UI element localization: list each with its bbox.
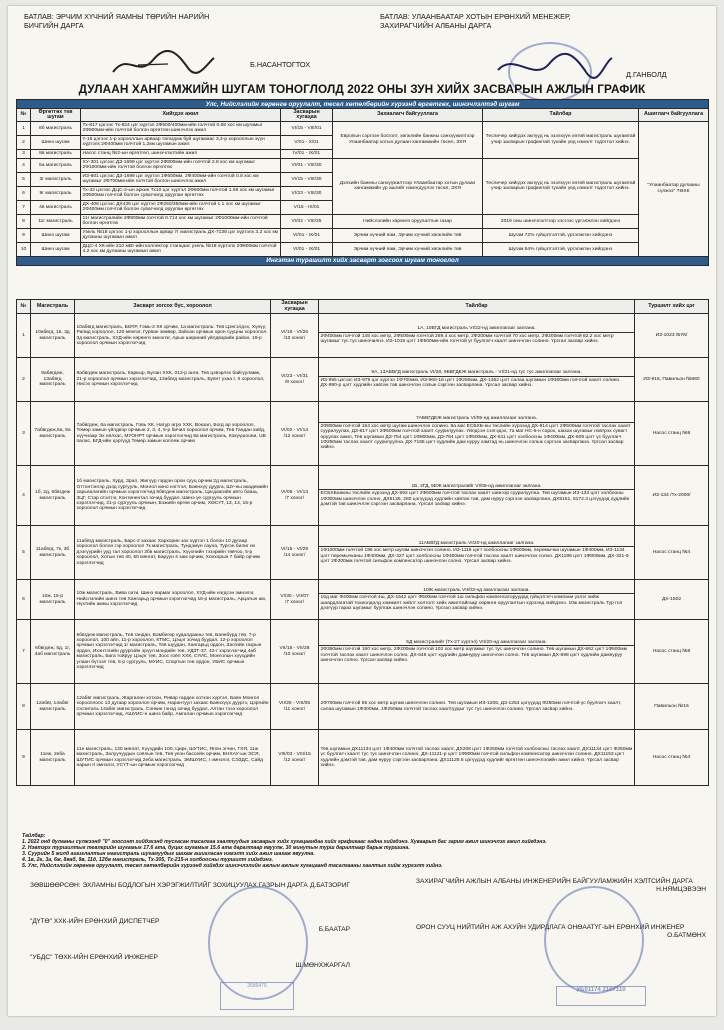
footnote-item: 1. 2022 онд дулааны сүлжээнд "0" зоосонт хийдэхэнд тусгасан тасалгаа хаалтуудыг засварыг хийх хугацаандаа хийх графикаас гадна хийгдэнэ. Хуваарьт бас зарим ажил шинэчлэх ажил хийгдэнэ. (22, 838, 547, 845)
t2-no: 2 (17, 358, 31, 402)
t1-header-no: № (17, 109, 31, 122)
t2-header-note: Тайлбар (319, 300, 635, 314)
t2-line: 10ж, 15-р магистраль (31, 580, 75, 620)
t2-no: 3 (17, 402, 31, 466)
t2-period-range: VI/30 - VII/07 (280, 594, 309, 600)
t2-note-head: 10Ж магистраль VII/03-нд ажиллагааг залгана. (319, 588, 634, 594)
round-stamp-bottom-right (544, 886, 644, 994)
t2-note-head: 7АБВГДЕЖ магистраль VI/05-нд ажиллагааг залгана. (319, 416, 634, 422)
housing-title: ОРОН СУУЦ НИЙТИЙН АЖ АХУЙН УДИРДЛАГА ОНӨААТҮГ-ЫН ЕРӨНХИЙ ИНЖЕНЕР (416, 924, 685, 931)
t2-period (271, 580, 319, 620)
table2-band: Ингэтэн турашилт хийх засварт зогсоох шугам тоноглол (17, 256, 709, 265)
t2-header-period: Засварын хугацаа (271, 300, 319, 314)
t1-work: ИЗ-601 цэгээс ДЗ-1699 цэг хүртэл 1Ф600мм, 2Ф400мм-ийн голчтой 0.8 хос км шугамыг 2Ф700мм-ийн голчтой болгон шинэчлэх ажил (81, 172, 281, 186)
t1-header-note: Тайлбар (483, 109, 639, 122)
t2-period-days: /12 хоног/ (283, 433, 306, 439)
t2-point: Насос станц №4 (635, 730, 709, 786)
t1-no: 5 (17, 172, 31, 186)
approval-left-line2: БИЧГИЙН ДАРГА (24, 21, 84, 30)
t2-note-head: 5Д магистралийг (Тх-27 хүртэл) VII/20-нд ажиллагааг залгана. (319, 640, 634, 646)
t2-period-range: VII/25 - VIII/05 (278, 701, 311, 707)
t2-period-range: VII/18 - VII/28 (279, 646, 310, 652)
t2-period (271, 620, 319, 684)
t1-work: Насос станц №2-ын өргөтгөл, шинэчлэлтийн ажил (81, 149, 281, 158)
t2-point: Павильон №16 (635, 684, 709, 730)
footnote-item: 3. Суурийн 5 жилд ашиглалтын магистраль шугамуудыг шахаж ашигласан нэмэлт хийх ажил шахаж явуулна. (22, 850, 315, 857)
t1-period: VI/15 - VIII/01 (281, 121, 333, 135)
approval-right (380, 12, 710, 79)
t1-header-work: Хийгдэх ажил (81, 109, 281, 122)
t2-no: 1 (17, 314, 31, 358)
stamp-code: УБ01174 2107110 (576, 987, 626, 993)
t2-period-range: VI/08 - VI/13 (280, 490, 309, 496)
t2-period-range: VIII/03 - VIII/15 (278, 752, 311, 758)
t2-point: ИЗ-134 /Тх-2000/ (635, 466, 709, 526)
table-row (17, 214, 709, 228)
t2-no: 5 (17, 526, 31, 580)
t2-area: 12абвг магистраль, Жаргалан хотхон, Ривар гарден хотхон хүртэл, Баян Монгол хорооллоос 13 дугаар хороолол орчим, Нарантуул захаас Баянхүүх дуургэ, Цэргийн госпиталь 14абвг магистраль, Сонкин гэнэд зочид буудал, Алтан тэээ хороолол орчмын хэрэглэгчид, АШУИС-н шинэ байр, Амгалан орчмын хэрэглэгчид (75, 684, 271, 730)
t2-note (319, 314, 635, 358)
t2-point: Насос станц №8 (635, 620, 709, 684)
t1-no: 2 (17, 135, 31, 149)
footnote-item: 5. Улс, Нийслэлийн хөрөнгө оруулалт, төсөл хөтөлбөрийн хүрээнд хийгдэх шинэчлэлийн ажлын ажлын хугацаанд тасалгааны хаалтыг хийж хүргэлт хийнэ. (22, 862, 443, 869)
t2-line: 10абвгд, 1в, 3д магистраль (31, 314, 75, 358)
t2-note-body: ЕСБХБанкны төслийн хүрээнд ДХ-592 цэгт 2Ф600мм голчтой таслах хаалт шинээр суурилуулна. Тев шугамын ИЗ-133 цэгт холбооны 1Ф300мм шинэчлэн солно, ДХ5136, 280 цэгүүдэд худлийн хавтан тав, дам нуруу сэргээн засварлана. ДХ5151, 5172.3 цэгүүдэд худлийн дэмтэй тав шинэчлэн сэргээн засварлана. Үргсал засвар хийнэ. (320, 491, 630, 507)
t2-note-head: 11АБВГД магистраль VI/20-нд ажиллагааг залгана. (319, 541, 634, 547)
ubds-name: Ш.МӨНХЖАРГАЛ (295, 962, 350, 970)
t2-note-head: 1Б, 2ГД, 5ЕЖ магистралийг VI/08-нд ажиллагааг залгана. (319, 484, 634, 490)
t1-line: Шинэ шугам (31, 242, 81, 256)
t1-client: Дэлхийн банкны санхүүжилтээр Улаанбаатар хотын дулаан хангамжийн ур ашгийг нэмэгдүүлэх төсөл, ЗХЯ (333, 158, 483, 214)
t2-note-head: 1А, 10ВГД магистраль VI/22-нд ажиллагааг залгана. (319, 326, 634, 332)
t2-area: 11е магистраль, 120 мянгат, Хүүхдийн 100, Цирк, ШУТИС, Япон эгчин, ГХЯ, 11ж магистраль, Залуучуудын соёлын тев, Тев уеэн бассейн орчим, БНХАУ-ын ЭСЯ, ШУТИС орчмын хэрэглэгчид 2еба магистраль, ЭМШУИС, I эмнэлэг, СЭЗДС, Сайд нарын II эмнэлэг, УСҮТ-ын орчмын хэрэглэгчид (75, 730, 271, 786)
t2-period-days: /10 хоног/ (283, 651, 306, 657)
t2-note (319, 466, 635, 526)
t2-note-head: 9А, 13АБВГД магистраль VI/28, 9БВГДЕЖ магистраль - VI/31-нд тус тус ажиллагааг залгана. (319, 370, 634, 376)
t1-period: V/15 - IX/01 (281, 200, 333, 214)
table-row (17, 620, 709, 684)
t1-line: 11г магистраль (31, 214, 81, 228)
document-page (8, 6, 716, 1016)
t1-period: VI/01 - IX/01 (281, 228, 333, 242)
t2-period-range: VI/16 - VI/26 (280, 330, 309, 336)
t2-point: ДХ-1502 (635, 580, 709, 620)
t2-area: 6бвгдеж магистраль, Тев гандан, Бомбегөр худалдааны тев, Баянбүрд тев, 7-р хороолол, 100 айл, 11-р хороолол, КТМС, Цэцэг зочид буудал, 12-р хороолол орчмын хэрэглэгчид 1г магистраль, Тев шуудан, Хангарьд ордон, Засгийн газрын ордон, Ихэнтэгийн дуургийн эрүүл мэндийн тев, УДЗТ-37, 42-г хэрэглэгчид 4аб магистраль, Бага тойруу Цэцэг тев, Зоос гоёл ХХК, СҮИС, Монголын хүүхдийн улаан бүтээл тев, 5-р сургууль, МУИС, Спортын тев ордон, УБИС орчмын хэрэглэгчид (75, 620, 271, 684)
table-row (17, 314, 709, 358)
t2-period-days: /8 хоног/ (284, 379, 305, 385)
t2-line: 6бвгдеж, 5д, 1г, 4аб магистраль (31, 620, 75, 684)
rect-stamp-left (220, 982, 294, 1010)
t1-header-operator: Ашиглагч байгууллага (639, 109, 709, 122)
engineer-name: Н.НЯМЦЭВЭЭН (656, 886, 706, 894)
table-row (17, 684, 709, 730)
t1-no: 4 (17, 158, 31, 172)
t1-work: ДХ-408 цэгээс ДХ435 цэг хүртэл 2Ф250/350мм-ийн голчтой 1.1 хос км шугамыг 2Ф400мм голчтой болгон сувагчилд оруулан өргөтгөх (81, 200, 281, 214)
t2-note (319, 358, 635, 402)
table-row (17, 242, 709, 256)
t2-point: Насос станц №4 (635, 526, 709, 580)
signature-left-scribble (108, 50, 218, 80)
t1-header-line: Өргөтгөх тев шугам (31, 109, 81, 122)
dispatcher-title: "ДҮТӨ" ХХК-ИЙН ЕРӨНХИЙ ДИСПЕТЧЕР (30, 918, 160, 925)
agreed-title: ЗӨВШӨӨРСӨН: ЭХЛАМНЫ БОДЛОГЫН ХЭРЭГЖИЛТИЙГ ЗОХИЦУУЛАХ ГАЗРЫН ДАРГА (30, 882, 308, 889)
t2-header-area: Засварт зогсох бүс, хороолол (75, 300, 271, 314)
t2-note-body: 2Ф400мм голчтой 145 хос метр, 2Ф500мм голчтой 269.4 хос метр, 2Ф200мм голчтой 70 хос метр, 2Ф200мм голчтой 82.2 хос метр шугамыг тус тус шинэчилнэ. ИЗ-1019 цэгт 1Ф500мм-ийн голчтой уг буулгагч хаалт шинэчлэн солино. Үрсгал засвар хийнэ. (320, 333, 614, 345)
t1-no: 7 (17, 200, 31, 214)
rect-stamp-right (556, 986, 646, 1006)
table-row (17, 158, 709, 172)
t1-header-period: Засварын хугацаа (281, 109, 333, 122)
t1-no: 3 (17, 149, 31, 158)
t1-no: 8 (17, 214, 31, 228)
ubds-title: "УБДС" ТӨХК-ИЙН ЕРӨНХИЙ ИНЖЕНЕР (30, 954, 158, 961)
t2-area: 9абвгдеж магистраль, Каркыр, Булан ХХК, 013-р анги, Тев цэвэрлэх байгууламж, 21-р хороолол орчмын хэрэглэгчид. 13абвгд магистраль, Буянт ухаа I, II хороолол, Нисэх орчмын хэрэглэгчид (75, 358, 271, 402)
table-row (17, 730, 709, 786)
t2-note: 2Ф700мм голчтой 65 хос метр шугам шинэчлэн солино. Тев шугамын ИЗ-1206, ДЗ-1253 цэгүүдэд Ф250мм голчтой үс буулгагч хаалт, салаа шугамын 1Ф300мм, 1Ф250мм голчтой таслах хаалтуудыг тус тус шинэчлэн солино. Үргсал засвар хийнэ. (319, 684, 635, 730)
t2-line: 7абвгдеж,6а, 8а магистраль (31, 402, 75, 466)
t1-period: IV/01 - IX/01 (281, 149, 333, 158)
approval-left-line1: БАТЛАВ: ЭРЧИМ ХҮЧНИЙ ЯАМНЫ ТӨРИЙН НАРИЙН (24, 12, 210, 21)
t1-operator: "Улаанбаатар дулааны сүлжээ" ТӨХК (639, 121, 709, 256)
t1-period: VI/01 - IX/01 (281, 242, 333, 256)
t2-note-body: 1Ф1000мм голчтой 196 хос метр шугам шинэчлэн солино. ИЗ-1119 цэгт холбоосны 1Ф600мм, перемычка шугамын 1Ф400мм, ИЗ-1134 цэгт перемычканы 1Ф400мм, ДХ-327 цэгт холбоосны 1Ф400мм голчтой таслах хаалт шинэчлэн солно. ДХ1186 цэгт 1Ф800мм, ДХ-321-9 цэгт 2Ф200мм голчтой сильфон компенсатор шинэчлэн солно. Үргсал засвар хийнэ. (320, 548, 629, 564)
agreed-name: Д.БАТЗОРИГ (309, 882, 350, 890)
t1-no: 1 (17, 121, 31, 135)
t1-line: 3г магистраль (31, 172, 81, 186)
t2-note (319, 526, 635, 580)
t2-no: 6 (17, 580, 31, 620)
approval-right-line1: БАТЛАВ: УЛААНБААТАР ХОТЫН ЕРӨНХИЙ МЕНЕЖЕР, (380, 12, 571, 21)
t1-work: ДЦС-4 ХК-ийн 210 мВт-ийн коллектор станцаас узель №18 хүртэлх 2Ф800мм голчтой 4.2 хос км дулааны шугамын ажил (81, 242, 281, 256)
footnote-item: 2. Нэвтэрх туршилтыг тевлерийн шугамыг 17.6 ата, буцах шугамыг 15.6 ата даралтаар явуулж, 30 минутын турш даралтаар барьж туршина. (22, 844, 410, 851)
t2-period-days: /7 хоног/ (284, 599, 305, 605)
t1-line: 4в магистраль (31, 200, 81, 214)
table1-band: Улс, Нийслэлийн хөрөнгө оруулалт, тесел хөтөлбөрийн хүрээнд өргөтгөх, шинэчлэлтэд шугам (17, 100, 709, 109)
t1-no: 6 (17, 186, 31, 200)
t2-note-body: 2Ф350мм голчтой 160 хос метр, 2Ф200мм голчтой 102 хос метр шугамыг тус тус шинэчлэн солино. Тев шугамын ДХ-662 цэгт 1Ф500мм голчтой таслах хаалт шинэчлэн солно. ДХ-648 цэгт худлийн дамнуруу шинэчлэн солно. Тев шугамын ДХ-698 цэгт худлийн дамнуруу шинэчлэн солно. Үргсал засвар хийнэ. (320, 647, 627, 663)
t2-period-days: /12 хоног/ (283, 757, 306, 763)
approval-right-name: Д.ГАНБОЛД (626, 70, 667, 79)
table-row (17, 402, 709, 466)
t2-period (271, 358, 319, 402)
t2-note-body: ИЗ-955 цэгээс ИЗ-979 цэг хүртэл 1Ф700мм, ИЗ-960-18 цэгт 1Ф250мм, ДХ-1362 цэгт салаа шугамын 1Ф300мм голчтой хаалт солино. ДХ-990-р цэгт худлийн хавтан тав шинэчлэн сольж сэргээн засварлана. Үргсал засвар хийнэ. (320, 377, 621, 389)
t1-work: 11г магистралийн 2Ф800мм голчтой 0.714 хос км шугамыг 2Ф1000мм-ийн голчтой болгон өргөтгөх (81, 214, 281, 228)
footnote-item: 4. 1в, 2е, 3а, 6ж, 8ваб, 9в, 11д, 12бв магистраль, Тх-305, Тх-215-н холбоосны туршилт хийгдэнэ. (22, 856, 274, 863)
t2-no: 4 (17, 466, 31, 526)
t1-work: ХУ-301 цэгээс ДЗ-1699 цэг хүртэл 2Ф800мм-ийн голчтой 2.8 хос км шугамыг 2Ф1000мм-ийн голчтой болгон өргөтгөх (81, 158, 281, 172)
t2-area: 7абвгдеж, 6а магистраль, Говь ХК, Натур агро ХХК, Вокзал, Богд ар хороолол, Темөр замын үйлдвэр орчмын 2, 3, 4, 5-р бичил хороолол орчим, Тев Гандан хийд, хүүчнаар Эх нялхас, МҮОНРТ орчмын хэрэглэгчид 8а магистраль, Кокүүшоони, UB палас, БГД-ийн цэргүүд Темөр замын коллеж орчим (75, 402, 271, 466)
t2-note-body: 15д маг Ф400мм голчтой 4ш, ДХ-1542 цэгт Ф500мм голчтой 1ш сильфон компенсаторуудад гүйцэтгэгч компани үзлэг хийж шаардлагатай тохиолдолд хэмжилт хийлт холтолт хийх ажилтайгаар хөрөнгө оруулалтын хүрээнд хийгдэнэ. 10ж магистраль Тур гол дээгүүр гарах шугамыг буулгаж шинэчлэн солино. Үрсгал засвар хийнэ. (320, 595, 623, 611)
footnote (22, 834, 712, 869)
t1-header-client: Захиалагч байгууллага (333, 109, 483, 122)
table-row (17, 228, 709, 242)
table-row (17, 466, 709, 526)
t2-point: Насос станц №8 (635, 402, 709, 466)
t1-note: Тесличер хийгдэх аклүүд нь эзэлхүүн хөтөй магистраль шугамтай учир засварын графиктай тухайн үед нэмэлт тодотгол хийнэ. (483, 158, 639, 214)
t2-header-no: № (17, 300, 31, 314)
t1-line: 8б магистраль (31, 121, 81, 135)
t1-period: VI/23 - VIII/30 (281, 186, 333, 200)
t1-work: Ү-18 цэгээс 1-р хорооллын арваар татагдаж буй шугамаас 3,4-р хорооллын зүүн хүртэлх 2Ф400мм голчтой 1,2км шугамын ажил (81, 135, 281, 149)
t1-client: Нийслэлийн хөрөнгө оруулалтын газар (333, 214, 483, 228)
t2-area: 1б магистраль, Хурд, Зрал, Жигүүр гэрдэн орон сууц орчим 2д магистраль, Оттонтэнгэр дээд сургууль, Монгол кино нэгтгэл, Баянхүү дуурга, ШУ-ны академийн харьяалагийн орчмын хэрэглэгчид 5бвгдеж магистраль, Цагдаагийн авто баазь, 3ЦГ, Стар отэлтэг, Континентал зочид буудал, Шинэ үе сургууль орчмын хэрэглэгчид, 21-р сургууль орчмын, Бэжийн өргөө орчим, ХӨСҮТ, 13, 14, 15-р хороолол орчмын хэрэглэгчид (75, 466, 271, 526)
t1-period: VI/02 - VIII/25 (281, 214, 333, 228)
t2-period-days: /11 хоног/ (283, 706, 306, 712)
t2-no: 9 (17, 730, 31, 786)
table-expansion (16, 99, 709, 266)
t1-note: 2019 оны шинэчлэлтээр хэсгээс үргэлжлэн хийгдэнэ (483, 214, 639, 228)
t1-work: Тх-817 цэгээс Тх-824 цэг хүртэл 2Ф500/400мм-ийн голчтой 0.68 хос км шугамыг 2Ф600мм-ийн голчтой болгон өргөтгөн шинэчлэх ажил (81, 121, 281, 135)
approval-left-name: Б.НАСАНТОГТОХ (250, 60, 311, 69)
t2-line: 11еж, 2еба магистраль (31, 730, 75, 786)
housing-name: О.БАТМӨНХ (667, 932, 706, 940)
t1-work: Тх-32 цэгээс ДЦС-2-ын архин Тх10 цэг хүртэл 2Ф600мм голчтой 1.08 хос км шугамыг 2Ф500мм голчтой болгон сувагчилд оруулан өргөтгөх (81, 186, 281, 200)
t2-period-days: /14 хоног/ (283, 552, 306, 558)
t1-period: VI/15 - VIII/30 (281, 172, 333, 186)
table-row (17, 580, 709, 620)
t2-area: 11абвгд магистраль, Барс-2 захаас Хархорин зах хүртэл 1 болон 10 дугаар хороолол болон гэр хороолол 7к магистраль, Тундэмүн сауна, Тургэн билиг их дээгүүрийн ууд тал хороолол 3бв магистраль, Хүүхнийн тэзэрийн төвчоо, 5-р хороолол, Хотын тев 40, 50 мянгат, Баруун 4 зам орчим, Хонхорын 7 байр орчим хэрэглэгчид (75, 526, 271, 580)
t1-work: Узель №18 цэгээс 1-р хорооллын арвар 7г магистраль ДХ-7138 цэг хүртэлх 3.2 хос км дулааны шугамын ажил (81, 228, 281, 242)
t2-note: Тев шугамын ДХ11134 цэгт 1Ф400мм голчтой таслах хаалт, ДХ208 цэгт 1Ф250мм голчтой холбоосны таслах хаалт, ДХ11134 цэгт Ф250мм үс буулгагч хаалт тус тус шинэчлэн солино. ДХ-11121-р цэгт 1Ф800мм голчтой сильфон компенсатор шинэчлэн солино. ДХ11153 цэгт худлийн дэмтэй тав, дам нуруу сэргээн засварлана. ДХ11128.6 цэгүүдэд худлийг өргөтгөн шинэчлэлийн ажил хийнэ. Үргсал засвар хийнэ. (319, 730, 635, 786)
t1-line: Шинэ шугам (31, 228, 81, 242)
t2-period-range: VI/15 - VI/29 (280, 547, 309, 553)
t2-period (271, 314, 319, 358)
t1-no: 9 (17, 228, 31, 242)
approval-left (24, 12, 354, 69)
t1-client: Эрчим хүчний яам, Эрчим хүчний хөгжлийн төв (333, 242, 483, 256)
t1-note: Шугам 72% гүйцэтгэлтэй, үргэлжлэн хийгдэнэ (483, 228, 639, 242)
table-row (17, 121, 709, 135)
t2-header-line: Магистраль (31, 300, 75, 314)
t1-period: V/01 - X/01 (281, 135, 333, 149)
t2-no: 8 (17, 684, 31, 730)
t2-note-body: 2Ф800мм голчтой 164 хос метр шугам шинэчлэн солино. 8а маг ЕСБХБ-ны төслийн хүрээнд ДХ-814 цэгт 2Ф500мм голчтой таслах хаалт суурилуулах, ДЗ-817 цэгт 2Ф500мм голчтой хаалт суурилуулах. Үйлдсэн сэлгэдэх, 7а маг НС-6-н сорох, шахах шугамыг нэвтрэх сувагт оруулах ажил, Тев шугамын ДЗ-754 цэгт 1Ф800мм, ДЗ-764 цэгт 1Ф500мм, ДХ-611 цэгт хэлбоосны 1Ф400мм, ДХ-609 цэгт үс буулгагч 1Ф250мм таслах хаалт суурилуулна. ДХ-7165 цэгт худлийн дам нуруу хамтад нь шинэчлэн сольж сэргээн засварлана. Үргсал засвар хийнэ. (320, 423, 631, 451)
t1-line: Шинэ шугам (31, 135, 81, 149)
t2-period-days: /10 хоног/ (283, 335, 306, 341)
t2-point: ИЗ-1023 /БҮК/ (635, 314, 709, 358)
t1-no: 10 (17, 242, 31, 256)
signature-right-scribble (494, 52, 614, 82)
t2-line: 9абвгдеж, 13абвгд магистраль (31, 358, 75, 402)
t2-period (271, 526, 319, 580)
t2-period-range: VI/23 - VI/31 (280, 374, 309, 380)
t2-header-point: Туршилт хийх цэг (635, 300, 709, 314)
t1-client: Европын сэргээн босголт, хөгжлийн банкны санхүүжилтээр Улаанбаатар хотын дулаан хангамжийн төсөл, ЗХЯ (333, 121, 483, 158)
t1-line: 9г магистраль (31, 186, 81, 200)
t2-period (271, 684, 319, 730)
engineer-title: ЗАХИРАГЧИЙН АЖЛЫН АЛБАНЫ ИНЖЕНЕРИЙН БАЙГУУЛАМЖИЙН ХЭЛТСИЙН ДАРГА (416, 878, 693, 885)
t2-area: 10ж магистраль, Вива сити, Шинэ яармаг хороолол, ХУД-ийн нэгдсэн эмнэлэг, Нийслэлийн шинэ тев Хангарьд орчмын хэрэглэгчид 15-р магистраль, Арцатын ам, Нүхтийн амны хэрэглэгчид (75, 580, 271, 620)
signature-engineer (416, 878, 706, 894)
t1-client: Эрчим хүчний яам, Эрчим хүчний хөгжлийн төв (333, 228, 483, 242)
t2-period-days: /7 хоног/ (284, 495, 305, 501)
t1-note: Тесличер хийгдэх аклүүд нь эзэлхүүн хөтөй магистраль шугамтай учир засварын графиктай тухайн үед нэмэлт тодотгол хийнэ. (483, 121, 639, 158)
t2-period (271, 730, 319, 786)
t2-note (319, 402, 635, 466)
t2-period (271, 402, 319, 466)
table-row (17, 358, 709, 402)
t1-line: 5a магистраль (31, 158, 81, 172)
t2-period-range: VI/02 - VI/14 (280, 428, 309, 434)
t2-line: 1б, 2д, 5бвгдеж магистраль (31, 466, 75, 526)
stamp-number: 2686475 (247, 983, 267, 989)
signature-agreed (30, 882, 350, 890)
t2-line: 12абвг, 14абвг магистраль (31, 684, 75, 730)
page-title: ДУЛААН ХАНГАМЖИЙН ШУГАМ ТОНОГЛОЛД 2022 ОНЫ ЗУН ХИЙХ ЗАСВАРЫН АЖЛЫН ГРАФИК (78, 82, 646, 96)
table-row (17, 526, 709, 580)
t2-line: 11абвгд, 7к, 3б магистраль (31, 526, 75, 580)
t1-line: 8в магистраль (31, 149, 81, 158)
t2-note (319, 620, 635, 684)
table-pressure-test (16, 299, 709, 786)
t1-period: VI/01 - VIII/30 (281, 158, 333, 172)
t2-point: ИЗ-915, Павильон №860 (635, 358, 709, 402)
dispatcher-name: Б.БААТАР (318, 926, 350, 934)
t2-note (319, 580, 635, 620)
approval-right-line2: ЗАХИРАГЧИЙН АЛБАНЫ ДАРГА (380, 21, 492, 30)
t2-no: 7 (17, 620, 31, 684)
footnote-label: Тайлбар: (22, 833, 46, 839)
t1-note: Шугам 64% гүйцэтгэлтэй, үргэлжлэн хийгдэнэ (483, 242, 639, 256)
t2-area: 10абвгд магистраль, БӨҮР, Гэмь-2 ХК орчим, 1а магистраль: Тев Цэнгэлдэх, Хүнүү, Рапид хороолол, 120 мянгат, Гурван зөөвөр, Зайсан орчмын орон сууцны хороолол. 3д магистраль, ХУД-ийн хөрөнгө эмнэлэг, Арын шириний үйлдвэрийн район, 19-р хороолол орчмын хэрэглэгчид (75, 314, 271, 358)
t2-period (271, 466, 319, 526)
